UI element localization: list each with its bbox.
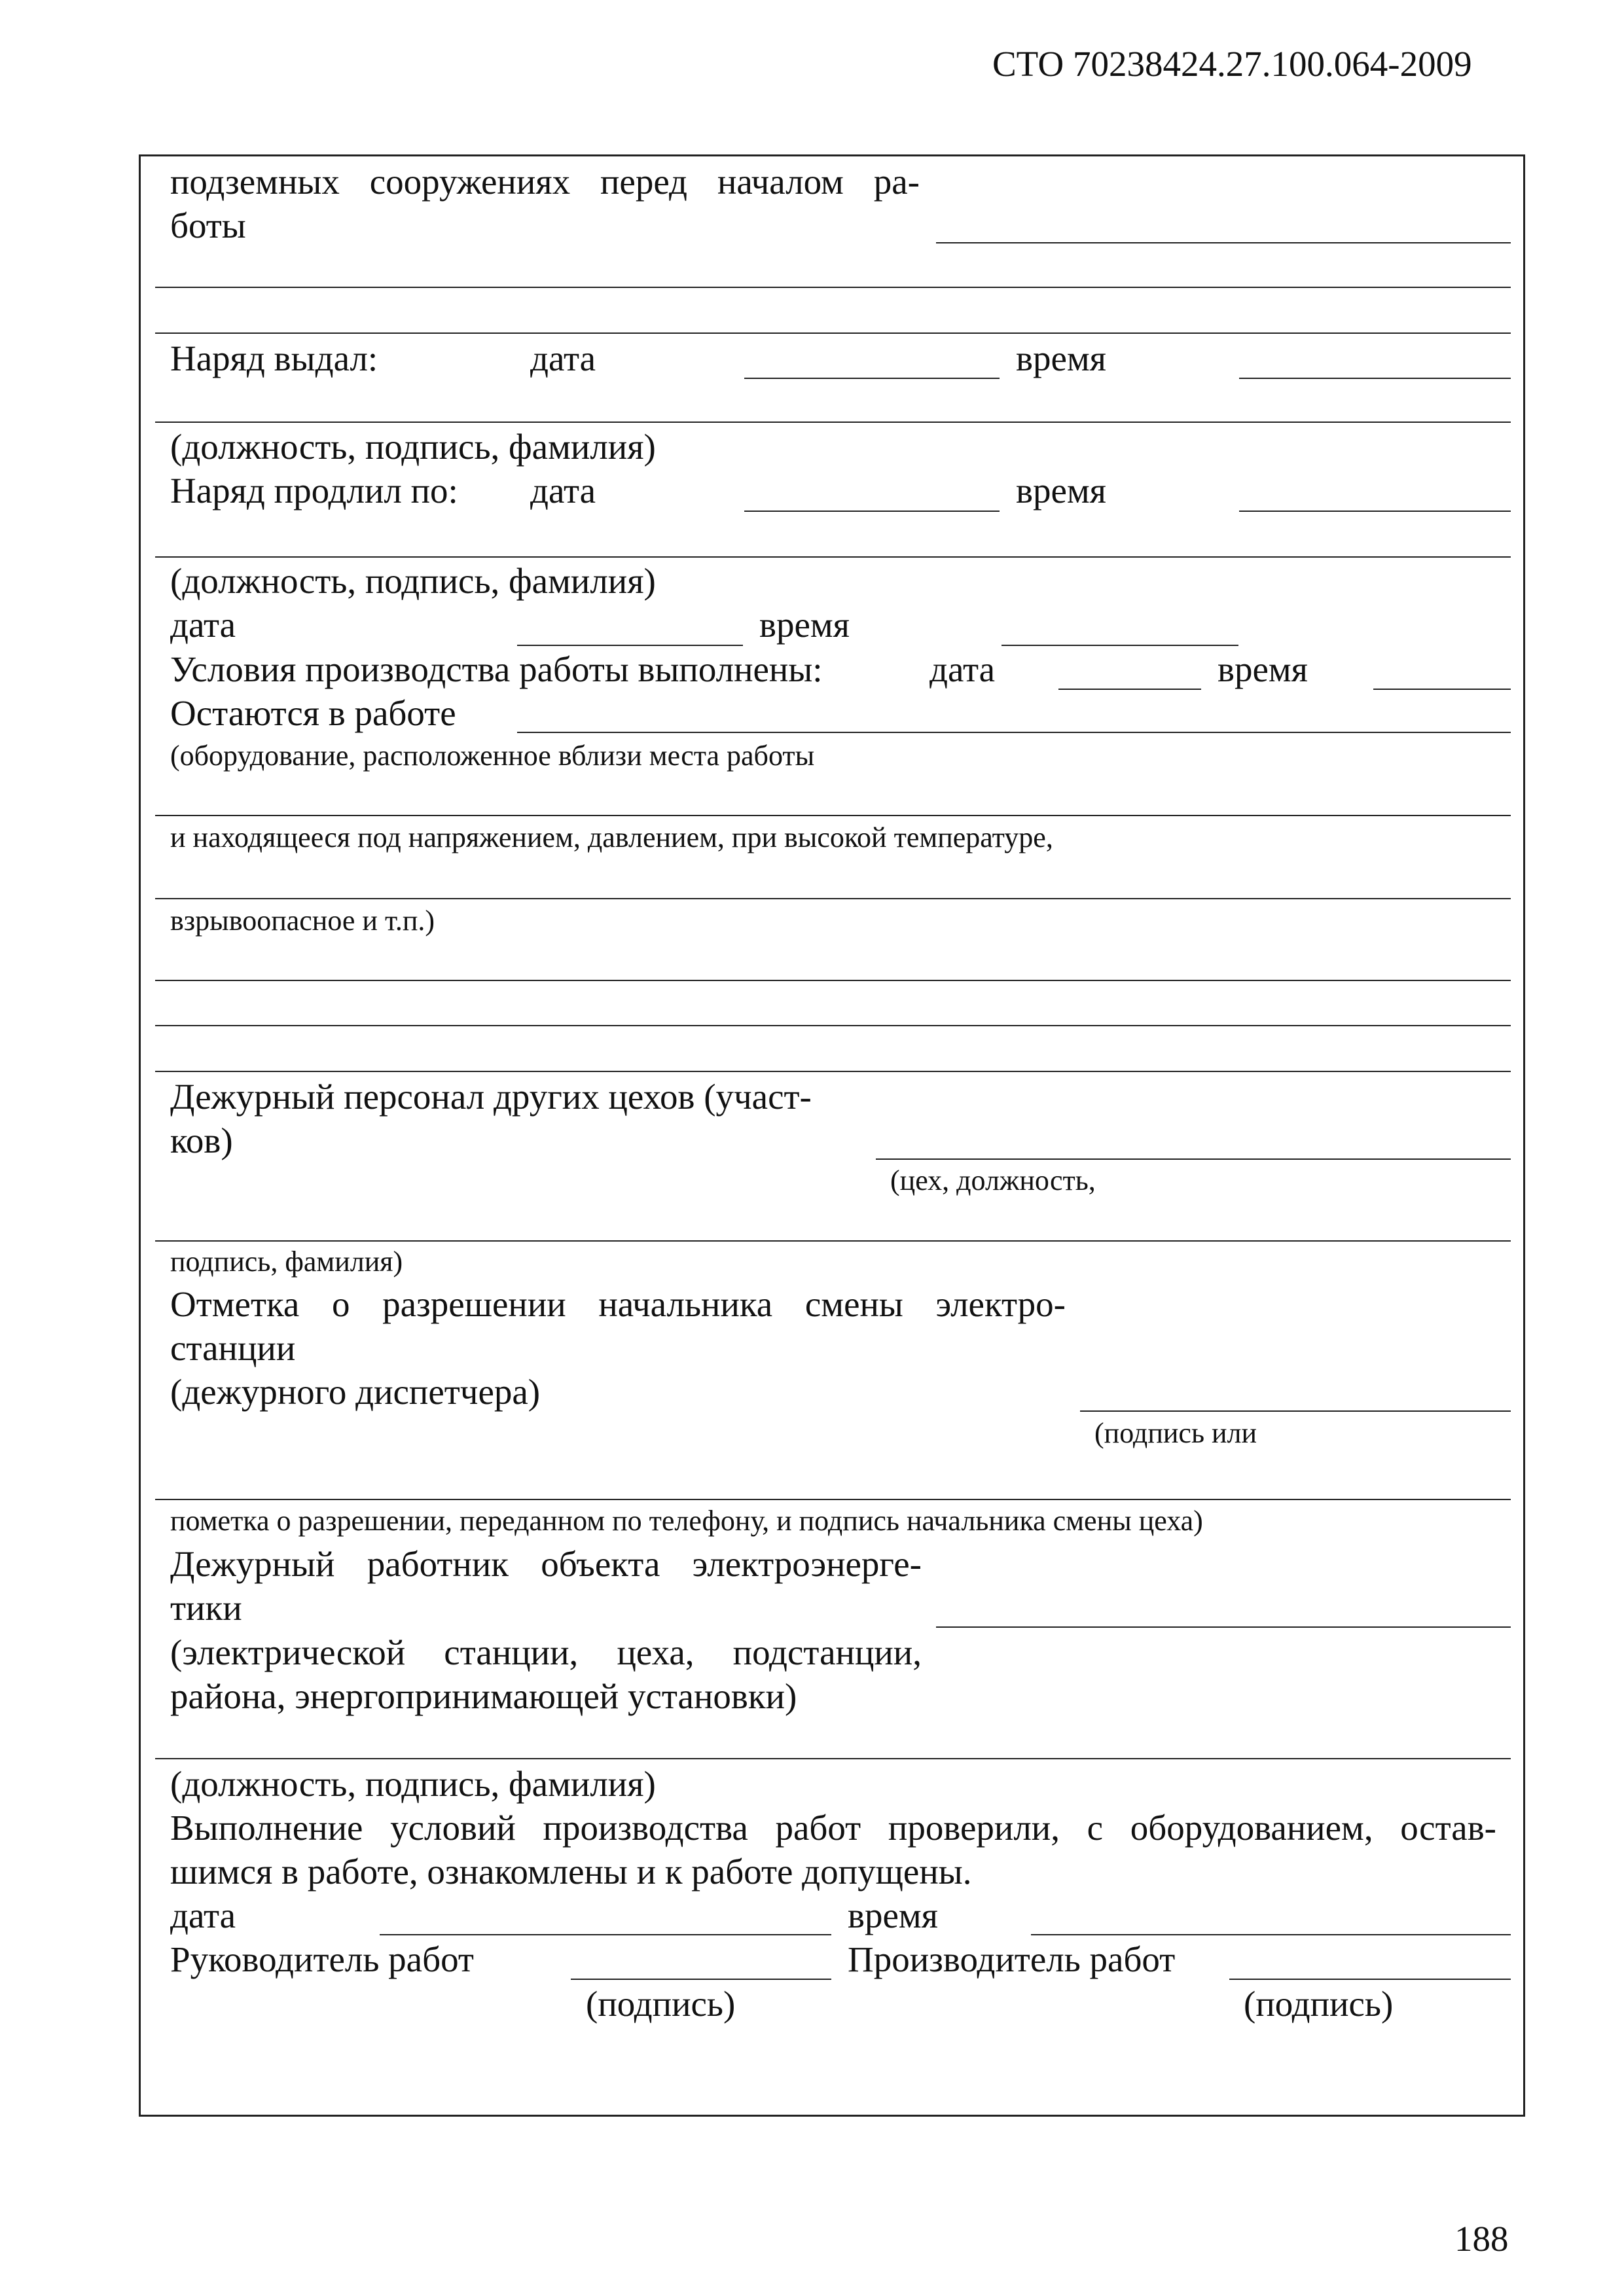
manager-signature-field[interactable] [571,1979,831,1980]
verification-line-1: Выполнение условий производства работ проверили, с оборудованием, остав- [170,1808,1496,1848]
producer-signature-field[interactable] [1229,1979,1511,1980]
duty-worker-line-2: тики [170,1588,242,1628]
conditions-time-label: время [1218,649,1308,689]
duty-staff-line-2: ков) [170,1121,233,1160]
duty-staff-line[interactable] [155,1240,1511,1242]
blank-line[interactable] [155,1071,1511,1072]
equipment-line-1[interactable] [155,815,1511,816]
issued-label: Наряд выдал: [170,338,378,378]
duty-worker-line-3: (электрической станции, цеха, подстанции, [170,1632,922,1672]
issued-signature-line[interactable] [155,422,1511,423]
extended-time-field[interactable] [1239,511,1511,512]
duty-worker-line[interactable] [155,1758,1511,1759]
issued-time-field[interactable] [1239,378,1511,379]
duty-worker-line-4: района, энергопринимающей установки) [170,1676,797,1716]
shift-permission-line-3: (дежурного диспетчера) [170,1372,541,1412]
extended-date-field[interactable] [744,511,1000,512]
producer-signature-caption: (подпись) [1244,1984,1394,2024]
equipment-note-2: и находящееся под напряжением, давлением, при высокой температуре, [170,821,1053,853]
duty-worker-line-1: Дежурный работник объекта электроэнерге- [170,1544,922,1584]
shift-permission-line-1: Отметка о разрешении начальника смены электро- [170,1284,1066,1324]
equipment-line-3[interactable] [155,980,1511,981]
verification-line-2: шимся в работе, ознакомлены и к работе допущены. [170,1852,972,1892]
duty-staff-caption-1: (цех, должность, [890,1164,1096,1196]
extended-date-label: дата [530,471,596,511]
conditions-date-label: дата [929,649,996,689]
shift-permission-line[interactable] [155,1499,1511,1500]
manager-signature-caption: (подпись) [586,1984,736,2024]
date-label: дата [170,605,236,645]
duty-staff-caption-2: подпись, фамилия) [170,1246,403,1278]
manager-label: Руководитель работ [170,1939,474,1979]
duty-worker-caption: (должность, подпись, фамилия) [170,1764,656,1804]
extended-time-label: время [1016,471,1106,511]
equipment-line-2[interactable] [155,898,1511,899]
document-code: СТО 70238424.27.100.064-2009 [992,44,1472,84]
extended-signature-line[interactable] [155,556,1511,558]
page-number: 188 [1454,2219,1509,2259]
time-field[interactable] [1001,645,1238,646]
verification-date-field[interactable] [380,1934,831,1935]
shift-permission-signature-field[interactable] [1080,1410,1511,1412]
issued-caption: (должность, подпись, фамилия) [170,427,656,467]
underground-line-1: подземных сооружениях перед началом ра- [170,162,920,202]
duty-staff-signature-field[interactable] [876,1158,1511,1160]
duty-worker-signature-field[interactable] [936,1626,1511,1628]
verification-date-label: дата [170,1895,236,1935]
shift-permission-caption-1: (подпись или [1094,1417,1257,1449]
conditions-time-field[interactable] [1373,689,1511,690]
shift-permission-caption-2: пометка о разрешении, переданном по телефону, и подпись начальника смены цеха) [170,1505,1203,1537]
extended-caption: (должность, подпись, фамилия) [170,561,656,601]
verification-time-label: время [848,1895,938,1935]
time-label: время [759,605,850,645]
conditions-met-label: Условия производства работы выполнены: [170,649,823,689]
equipment-note-1: (оборудование, расположенное вблизи места работы [170,740,815,772]
issued-date-label: дата [530,338,596,378]
producer-label: Производитель работ [848,1939,1176,1979]
duty-staff-line-1: Дежурный персонал других цехов (участ- [170,1077,812,1117]
issued-time-label: время [1016,338,1106,378]
shift-permission-line-2: станции [170,1328,296,1368]
extended-label: Наряд продлил по: [170,471,458,511]
underground-line-2: боты [170,206,246,245]
issued-date-field[interactable] [744,378,1000,379]
equipment-note-3: взрывоопасное и т.п.) [170,905,435,937]
blank-line[interactable] [155,332,1511,334]
underground-signature-line[interactable] [936,242,1511,243]
conditions-date-field[interactable] [1058,689,1201,690]
date-field[interactable] [517,645,743,646]
verification-time-field[interactable] [1031,1934,1511,1935]
blank-line[interactable] [155,1025,1511,1026]
remain-in-work-field[interactable] [517,732,1511,733]
remain-in-work-label: Остаются в работе [170,693,456,733]
blank-line[interactable] [155,287,1511,288]
